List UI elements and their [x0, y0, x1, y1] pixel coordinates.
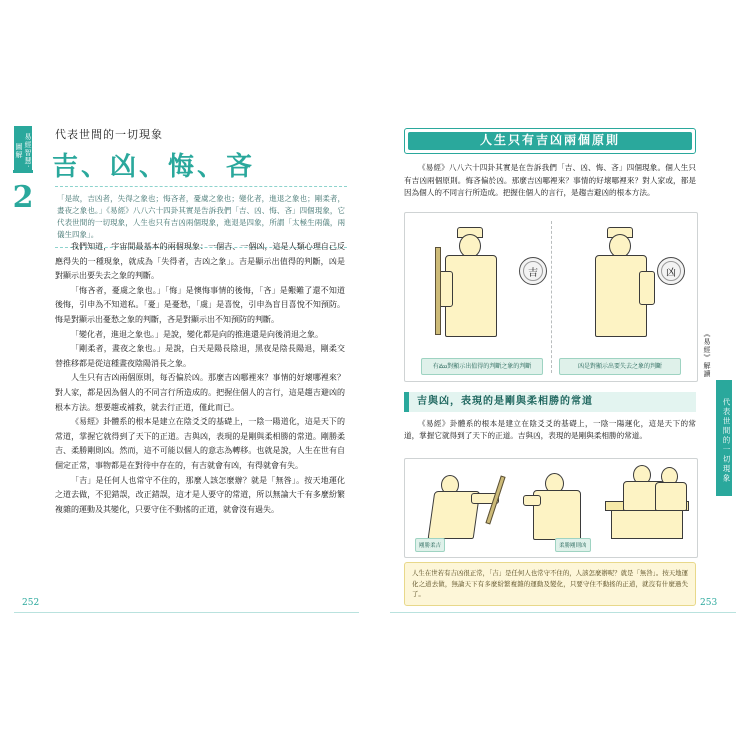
- left-paragraph: 「剛柔者，晝夜之象也。」是說，白天是陽長陰退，黑夜是陰長陽退，剛柔交替推移都是從這種晝夜陰陽消長之象。: [55, 344, 345, 368]
- figure-action-middle: [523, 469, 603, 547]
- panel-tag-gang: 剛勝柔吉: [415, 538, 445, 552]
- right-side-running-title: 《易經》解讀: [703, 330, 711, 378]
- chapter-number: 2: [11, 176, 35, 220]
- right-page-number: 253: [700, 598, 718, 608]
- illustration-panel-bottom: [404, 458, 698, 558]
- figure-scholar-left: [431, 227, 511, 347]
- right-intro-paragraph: 《易經》八八六十四卦其實是在告訴我們「吉、凶、悔、吝」四個現象。個人生只有吉凶兩個原則。悔吝偏於凶。那麼吉凶哪裡來？事情的好壞哪裡來？對人家或，都是因為個人的不同言行所造成。把握住個人的言行，是趨吉避凶的根本方法。: [404, 163, 696, 198]
- right-header-title: 人生只有吉凶兩個原則: [408, 132, 692, 150]
- left-paragraph: 《易經》卦體系的根本是建立在陰爻爻的基礎上，一陰一陽道化，這是天下的常道，掌握它就得到了天下的正道。吉與凶，表現的是剛與柔相勝的常道。剛勝柔吉、柔勝剛則凶。然而，這不可能以個人的意志為轉移。也就是說，人生在世有自個定正常，事物都是在對待中存在的，有吉就會有凶，有得就會有失。: [55, 417, 345, 470]
- right-note-box: 人生在世若有吉凶很正常，「吉」是任何人也常守不住的，人該怎麼辦呢？就是「無咎」。按天地運化之道去做，無論天下有多麼紛繁複雜的運動及變化，只要守住不動搖的正道，就沒有什麼過失了。: [404, 562, 696, 606]
- illustration-panel-top: [404, 212, 698, 382]
- right-subheading: [404, 392, 696, 412]
- right-body-text: [404, 418, 696, 443]
- panel-tag-rou: 柔勝剛則凶: [555, 538, 591, 552]
- right-subheading-text: 吉與凶，表現的是剛與柔相勝的常道: [417, 396, 593, 407]
- figure-scholar-right: [581, 227, 661, 347]
- right-intro-text: [404, 162, 696, 200]
- figure-action-left: [423, 469, 513, 547]
- left-side-tab: 易經智慧‧圖解: [14, 126, 32, 172]
- table-prop: [611, 507, 683, 539]
- badge-ji: [519, 257, 547, 285]
- left-paragraph: 「悔吝者，憂虞之象也。」「悔」是懊悔事情的後悔，「吝」是艱難了還不知道後悔，引申為不知道私。「憂」是憂愁，「虞」是喜悅，引申為盲目喜悅不知預防。悔是對顯示出憂愁之象的判斷，吝是對顯示出不知預防的判斷。: [55, 285, 345, 324]
- panel-caption-left: 有ము對顯示出值得的判斷之象的判斷: [421, 358, 543, 375]
- badge-xiong: [657, 257, 685, 285]
- left-footer-rule: [14, 612, 359, 613]
- figure-seated-right: [617, 465, 687, 509]
- left-paragraph: 人生只有吉凶兩個原則，每否偏於凶。那麼吉凶哪裡來？事情的好壞哪裡來？對人家，都是因為個人的不同言行所造成的。把握住個人的言行，這是趨吉避凶的根本方法。想要趨或補救，就去行正道，僅此而已。: [55, 373, 345, 412]
- left-subtitle: 代表世間的一切現象: [55, 128, 163, 141]
- right-body-paragraph: 《易經》卦體系的根本是建立在陰爻爻的基礎上，一陰一陽運化，這是天下的常道，掌握它就得到了天下的正道。吉與凶，表現的是剛與柔相勝的常道。: [404, 419, 696, 441]
- left-paragraph: 我們知道，宇宙間最基本的兩個現象：一個吉、一個凶，這是人類心理自己反應得失的一種現象，就成為「失得者，吉凶之象」。吉是顯示出值得的判斷，凶是對顯示出要失去之象的判斷。: [55, 242, 345, 281]
- right-footer-rule: [390, 612, 736, 613]
- right-side-tab: 代表世間的一切現象: [716, 380, 732, 496]
- left-paragraph: 「變化者，進退之象也。」是說，變化都是向的推進還是向後消退之象。: [71, 329, 323, 339]
- right-header-banner: [404, 128, 696, 154]
- badge-xiong-text: 凶: [666, 267, 676, 279]
- badge-ji-text: 吉: [528, 267, 538, 279]
- left-title: 吉、凶、悔、吝: [52, 152, 256, 182]
- left-lead-paragraph: 「是故，吉凶者，失得之象也；悔吝者，憂虞之象也；變化者，進退之象也；剛柔者，晝夜之象也。」《易經》八八六十四卦其實是告訴我們「吉、凶、悔、吝」四個現象，它代表世間的一切現象，人生也只有吉凶兩個現象，進退是四象，所謂「太極生兩儀，兩儀生四象」。: [55, 186, 347, 248]
- left-body-text: [55, 240, 345, 517]
- panel-caption-right: 凶是對顯示出要失去之象的判斷: [559, 358, 681, 375]
- left-page-number: 252: [22, 598, 40, 608]
- panel-divider: [551, 221, 552, 373]
- left-paragraph: 「吉」是任何人也常守不住的，那麼人該怎麼辦？就是「無咎」。按天地運化之道去做，不犯錯誤，改正錯誤，這才是人要守的常道，所以無論大千有多麼紛繁複雜的運動及其變化，只要守住不動搖的正道，就會沒有過失。: [55, 475, 345, 514]
